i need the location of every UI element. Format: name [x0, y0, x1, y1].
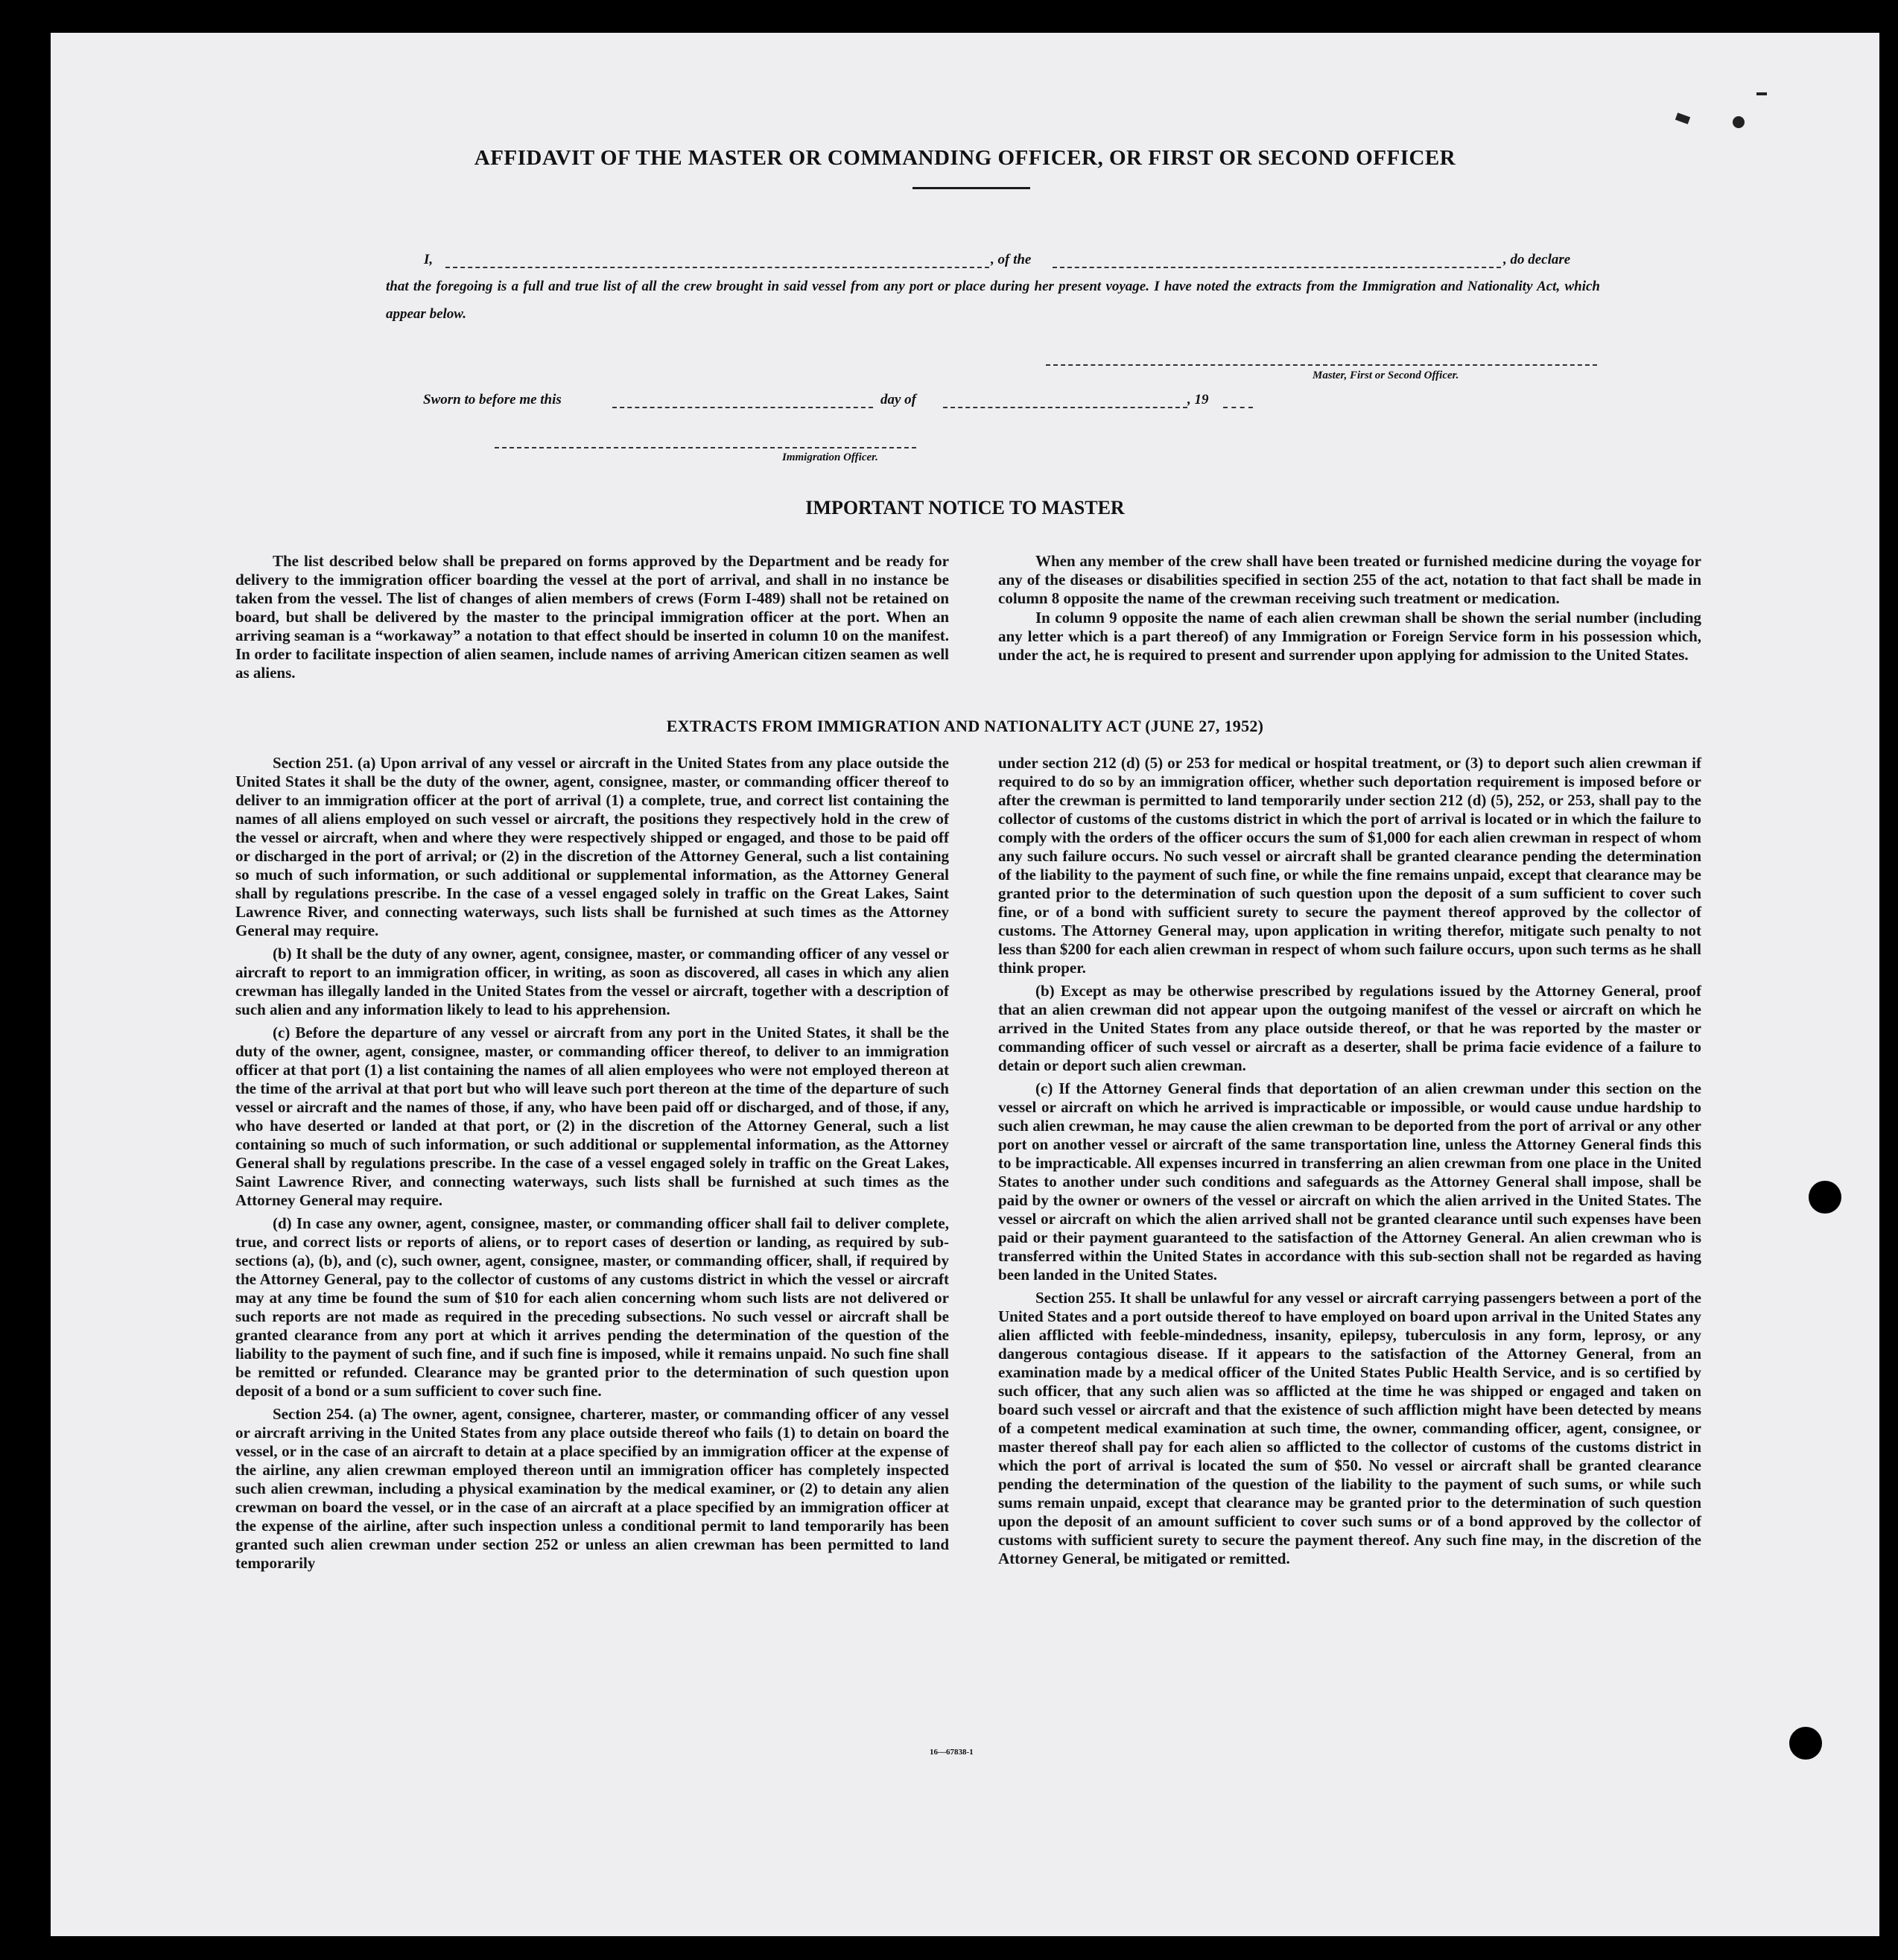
notice-left-column — [235, 552, 949, 687]
form-page — [51, 33, 1879, 1936]
section-254-a-continued: under section 212 (d) (5) or 253 for medical or hospital treatment, or (3) to deport such alien crewman if required to do so by an immigration officer, whether such deportation requirement is imposed before or after the crewman is permitted to land temporarily under section 212 (d) (5), 252, or 253, shall pay to the collector of customs of the customs district in which the port of arrival is located or in which the failure to comply with the orders of the officer occurs the sum of $1,000 for each alien crewman in respect of whom any such failure occurs. No such vessel or aircraft shall be granted clearance pending the determination of the liability to the payment of such fine, or while the fine remains unpaid, except that clearance may be granted prior to the determination of such question upon the deposit of a sum sufficient to cover such fine, or of a bond with sufficient surety to secure the payment thereof approved by the collector of customs. The Attorney General may, upon application in writing therefor, mitigate such penalty to not less than $200 for each alien crewman in respect of whom such failure occurs, upon such terms as he shall think proper. — [998, 754, 1701, 977]
name-blank[interactable] — [445, 267, 989, 268]
section-251-c: (c) Before the departure of any vessel or aircraft from any port in the United States, it shall be the duty of the owner, agent, consignee, master, or commanding officer thereof, to deliver to an immigration officer at that port (1) a list containing the names of all alien employees who were not employed thereon at the time of the arrival at that port but who will leave such port thereon at the time of the departure of such vessel or aircraft and the names of those, if any, who have been paid off or discharged, and of those, if any, who have deserted or landed at that port, or (2) in the discretion of the Attorney General, such a list containing so much of such information, or such additional or supplemental information, as the Attorney General shall by regulations prescribe. In the case of a vessel engaged solely in traffic on the Great Lakes, Saint Lawrence River, and connecting waterways, such lists shall be furnished at such times as the Attorney General may require. — [235, 1024, 949, 1209]
section-254-b: (b) Except as may be otherwise prescribed by regulations issued by the Attorney General, proof that an alien crewman did not appear upon the outgoing manifest of the vessel or aircraft on which he arrived in the United States from any place outside thereof, or that he was reported by the master or commanding officer of such vessel or aircraft as a deserter, shall be prima facie evidence of a failure to detain or deport such alien crewman. — [998, 982, 1701, 1074]
title-rule — [913, 187, 1030, 189]
extracts-title: EXTRACTS FROM IMMIGRATION AND NATIONALITY ACT (JUNE 27, 1952) — [666, 717, 1264, 735]
scan-mark — [1733, 116, 1745, 128]
master-signature-label: Master, First or Second Officer. — [1313, 370, 1459, 381]
do-declare-label: , do declare — [1503, 252, 1571, 267]
section-251-b: (b) It shall be the duty of any owner, agent, consignee, master, or commanding officer of any vessel or aircraft to report to an immigration officer, in writing, as soon as discovered, all cases in which any alien crewman has illegally landed in the United States from the vessel or aircraft, together with a description of such alien and any information likely to lead to his apprehension. — [235, 945, 949, 1018]
section-254-c: (c) If the Attorney General finds that deportation of an alien crewman under this section on the vessel or aircraft on which he arrived is impracticable or impossible, or would cause undue hardship to such alien crewman, he may cause the alien crewman to be deported from the port of arrival or any other port on another vessel or aircraft of the same transportation line, unless the Attorney General finds this to be impracticable. All expenses incurred in transferring an alien crewman from one place in the United States to another under such conditions and safeguards as the Attorney General shall impose, shall be paid by the owner or owners of the vessel or aircraft on which the alien arrived in the United States. The vessel or aircraft on which the alien arrived shall not be granted clearance until such expenses have been paid or their payment guaranteed to the satisfaction of the Attorney General. An alien crewman who is transferred within the United States in accordance with this sub-section shall not be regarded as having been landed in the United States. — [998, 1079, 1701, 1284]
declaration-statement: that the foregoing is a full and true list of all the crew brought in said vessel from any port or place during her present voyage. I have noted the extracts from the Immigration and Nationality Act, which appear below. — [386, 279, 1600, 322]
notice-right-paragraph-2: In column 9 opposite the name of each alien crewman shall be shown the serial number (including any letter which is a part thereof) of any Immigration or Foreign Service form in his possession which, under the act, he is required to present and surrender upon applying for admission to the United States. — [998, 609, 1701, 664]
sworn-day-blank[interactable] — [612, 407, 873, 408]
extracts-left-column — [235, 754, 949, 1577]
form-number: 16—67838-1 — [930, 1748, 974, 1757]
sworn-month-blank[interactable] — [943, 407, 1187, 408]
punch-hole — [1789, 1727, 1822, 1760]
notice-left-paragraph: The list described below shall be prepared on forms approved by the Department and be ready for delivery to the immigration officer boarding the vessel at the port of arrival, and shall in no instance be taken from the vessel. The list of changes of alien members of crews (Form I-489) shall not be retained on board, but shall be delivered by the master to the principal immigration officer at the port. When an arriving seaman is a “workaway” a notation to that effect should be inserted in column 10 on the manifest. In order to facilitate inspection of alien seamen, include names of arriving American citizen seamen as well as aliens. — [235, 552, 949, 682]
notice-title: IMPORTANT NOTICE TO MASTER — [805, 497, 1125, 518]
punch-hole — [1809, 1181, 1841, 1214]
officer-signature-line[interactable] — [495, 447, 916, 448]
extracts-right-column — [998, 754, 1701, 1573]
vessel-blank[interactable] — [1053, 267, 1501, 268]
year-label: , 19 — [1187, 392, 1209, 407]
scan-mark — [1756, 92, 1767, 95]
notice-right-paragraph-1: When any member of the crew shall have been treated or furnished medicine during the voyage for any of the diseases or disabilities specified in section 255 of the act, notation to that fact shall be made in column 8 opposite the name of the crewman receiving such treatment or medication. — [998, 552, 1701, 607]
declaration-i-label: I, — [424, 252, 434, 267]
scan-mark — [1675, 112, 1690, 124]
section-254-a: Section 254. (a) The owner, agent, consignee, charterer, master, or commanding officer of any vessel or aircraft arriving in the United States from any place outside thereof who fails (1) to detain on board the vessel, or in the case of an aircraft to detain at a place specified by an immigration officer at the expense of the airline, any alien crewman employed thereon until an immigration officer has completely inspected such alien crewman, including a physical examination by the medical examiner, or (2) to detain any alien crewman on board the vessel, or in the case of an aircraft at a place specified by an immigration officer at the expense of the airline, after such inspection unless a conditional permit to land temporarily has been granted such alien crewman under section 252 or unless an alien crewman has been permitted to land temporarily — [235, 1405, 949, 1572]
master-signature-line[interactable] — [1046, 364, 1597, 366]
sworn-label: Sworn to before me this — [423, 392, 562, 407]
sworn-year-blank[interactable] — [1223, 407, 1253, 408]
of-the-label: , of the — [991, 252, 1032, 267]
day-of-label: day of — [880, 392, 917, 407]
affidavit-title: AFFIDAVIT OF THE MASTER OR COMMANDING OFFICER, OR FIRST OR SECOND OFFICER — [474, 146, 1456, 170]
section-251-d: (d) In case any owner, agent, consignee, master, or commanding officer shall fail to deliver complete, true, and correct lists or reports of aliens, or to report cases of desertion or landing, as required by sub-sections (a), (b), and (c), such owner, agent, consignee, master, or commanding officer, shall, if required by the Attorney General, pay to the collector of customs of any customs district in which the vessel or aircraft may at any time be found the sum of $10 for each alien concerning whom such lists are not delivered or such reports are not made as required in the preceding subsections. No such vessel or aircraft shall be granted clearance from any port at which it arrives pending the determination of the question of the liability to the payment of such fine, and if such fine is imposed, while it remains unpaid. No such fine shall be remitted or refunded. Clearance may be granted prior to the determination of such question upon deposit of a bond or a sum sufficient to cover such fine. — [235, 1214, 949, 1400]
section-251-a: Section 251. (a) Upon arrival of any vessel or aircraft in the United States from any place outside the United States it shall be the duty of the owner, agent, consignee, master, or commanding officer thereof to deliver to an immigration officer at the port of arrival (1) a complete, true, and correct list containing the names of all aliens employed on such vessel or aircraft, the positions they respectively hold in the crew of the vessel or aircraft, when and where they were respectively shipped or engaged, and those to be paid off or discharged in the port of arrival; or (2) in the discretion of the Attorney General, such a list containing so much of such information, or such additional or supplemental information, as the Attorney General shall by regulations prescribe. In the case of a vessel engaged solely in traffic on the Great Lakes, Saint Lawrence River, and connecting waterways, such lists shall be furnished at such times as the Attorney General may require. — [235, 754, 949, 939]
notice-right-column — [998, 552, 1701, 669]
officer-signature-label: Immigration Officer. — [782, 451, 878, 463]
section-255: Section 255. It shall be unlawful for any vessel or aircraft carrying passengers between a port of the United States and a port outside thereof to have employed on board upon arrival in the United States any alien afflicted with feeble-mindedness, insanity, epilepsy, tuberculosis in any form, leprosy, or any dangerous contagious disease. If it appears to the satisfaction of the Attorney General, from an examination made by a medical officer of the United States Public Health Service, and is so certified by such officer, that any such alien was so afflicted at the time he was shipped or engaged and taken on board such vessel or aircraft and that the existence of such affliction might have been detected by means of a competent medical examination at such time, the owner, commanding officer, agent, consignee, or master thereof shall pay for each alien so afflicted to the collector of customs of the customs district in which the port of arrival is located the sum of $50. No vessel or aircraft shall be granted clearance pending the determination of the question of the liability to the payment of such sums, or while such sums remain unpaid, except that clearance may be granted prior to the determination of such question upon the deposit of an amount sufficient to cover such sums or of a bond approved by the collector of customs with sufficient surety to secure the payment thereof. Any such fine may, in the discretion of the Attorney General, be mitigated or remitted. — [998, 1289, 1701, 1567]
